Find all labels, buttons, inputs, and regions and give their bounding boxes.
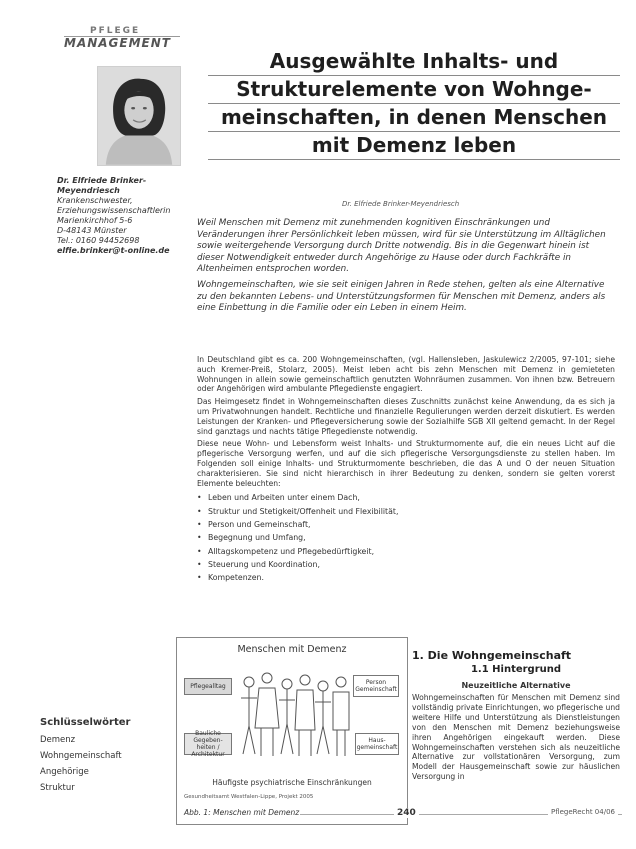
author-portrait-image <box>98 67 180 165</box>
title-line: Ausgewählte Inhalts- und <box>208 48 620 76</box>
bullet-item: • Kompetenzen. <box>197 571 615 584</box>
author-line: Krankenschwester, <box>57 196 133 205</box>
author-line: Erziehungswissenschaftlerin <box>57 206 171 215</box>
title-line: Strukturelemente von Wohnge- <box>208 76 620 104</box>
byline: Dr. Elfriede Brinker-Meyendriesch <box>342 200 460 208</box>
section-subsubheading: Neuzeitliche Alternative <box>461 681 571 690</box>
body-paragraph: Diese neue Wohn- und Lebensform weist Inhalts- und Strukturmomente auf, die ein neues Licht auf die pflegerische Versorgung werfen, und auf die sich pflegerische Versorgungsdienste zu stellen haben. Im Folgenden soll einige Inhalts- und Strukturmomente beschrieben, die das A und O der neuen Situation charakterisieren. Sie sind nicht hierarchisch in ihrer Bedeutung zu denken, sondern sie gelten vorerst Elemente beleuchten: <box>197 439 615 488</box>
figure-psych-label: Häufigste psychiatrische Einschränkungen <box>212 778 372 787</box>
intro-paragraph: Weil Menschen mit Demenz mit zunehmenden kognitiven Einschränkungen und Veränderungen ihrer Persönlichkeit leben müssen, wird für sie Unterstützung im Alltäglichen sowie weitergehende Versorgung durch Dritte notwendig. Bis in die Gegenwart hinein ist dieser Notwendigkeit entweder durch Angehörige zu Hause oder durch Fachkräfte in Altenheimen entsprochen worden. <box>197 218 606 275</box>
journal-logo <box>64 26 180 52</box>
author-email: elfie.brinker@t-online.de <box>57 246 170 255</box>
intro-text <box>197 218 615 319</box>
author-line: Tel.: 0160 94452698 <box>57 236 140 245</box>
body-text <box>197 355 615 584</box>
bullet-item: • Alltagskompetenz und Pflegebedürftigkeit, <box>197 545 615 558</box>
title-line: meinschaften, in denen Menschen <box>208 104 620 132</box>
page-number: 240 <box>394 808 419 818</box>
body-paragraph: Das Heimgesetz findet in Wohngemeinschaften dieses Zuschnitts zunächst keine Anwendung, da es sich ja um Privatwohnungen handelt. Rechtliche und finanzielle Regulierungen werden derzeit diskutiert. Es werden Leistungen der Kranken- und Pflegeversicherung sowie der Sozialhilfe SGB XII geltend gemacht. In der Regel sind ganztags und nachts tätige Pflegedienste notwendig. <box>197 397 615 436</box>
bullet-item: • Begegnung und Umfang, <box>197 531 615 544</box>
bullet-item: • Leben und Arbeiten unter einem Dach, <box>197 491 615 504</box>
author-line: D-48143 Münster <box>57 226 127 235</box>
keyword-item: Angehörige <box>40 767 89 777</box>
author-name: Dr. Elfriede Brinker-Meyendriesch <box>57 176 147 195</box>
bullet-item: • Steuerung und Koordination, <box>197 558 615 571</box>
figure-box-pflegealltag: Pflegealltag <box>184 678 232 695</box>
section-heading: 1. Die Wohngemeinschaft <box>412 649 572 662</box>
figure-title: Menschen mit Demenz <box>237 644 347 655</box>
article-title <box>208 48 620 160</box>
bullet-item: • Person und Gemeinschaft, <box>197 518 615 531</box>
keywords-heading: Schlüsselwörter <box>40 717 131 728</box>
intro-paragraph: Wohngemeinschaften, wie sie seit einigen Jahren in Rede stehen, gelten als eine Alternative zu den bekannten Lebens- und Unterstützungsformen für Menschen mit Demenz, anders als eine Einbettung in die Familie oder ein Leben in einem Heim. <box>197 279 606 314</box>
journal-issue: PflegeRecht 04/06 <box>548 808 618 816</box>
logo-bottom-text: MANAGEMENT <box>64 36 180 50</box>
figure-box-bauliche: Bauliche Gegeben-heiten / Architektur <box>184 733 232 755</box>
keyword-item: Demenz <box>40 735 76 745</box>
figure-box-hausgemeinschaft: Haus-gemeinschaft <box>355 733 399 755</box>
body-paragraph: In Deutschland gibt es ca. 200 Wohngemeinschaften, (vgl. Hallensleben, Jaskulewicz 2/2005, 97-101; siehe auch Kremer-Preiß, Stolarz, 2005). Meist leben acht bis zehn Menschen mit Demenz in gemieteten Wohnungen in allein sowie gemeinschaftlich genutzten Wohnräumen zusammen. Von ihnen bzw. Betreuern oder Angehörigen wird ambulante Pflegedienste engagiert. <box>197 355 615 394</box>
keywords-box <box>40 717 180 796</box>
author-line: Marienkirchhof 5-6 <box>57 216 133 225</box>
figure-credit: Gesundheitsamt Westfalen-Lippe, Projekt 2005 <box>184 794 314 800</box>
keyword-item: Struktur <box>40 783 75 793</box>
section-text: Wohngemeinschaften für Menschen mit Demenz sind vollständig private Einrichtungen, wo pflegerische und weitere Hilfe und Unterstützung als Dienstleistungen von den Menschen mit Demenz beziehungsweise ihren Angehörigen eingekauft werden. Diese Wohngemeinschaften verstehen sich als neuzeitliche Alternative zur vollstationären Versorgung, zum Modell der Hausgemeinschaft sowie zur häuslichen Versorgung in <box>412 693 620 782</box>
figure-caption: Abb. 1: Menschen mit Demenz <box>184 808 300 817</box>
logo-top-text: PFLEGE <box>90 26 141 36</box>
author-info <box>57 176 207 256</box>
bullet-item: • Struktur und Stetigkeit/Offenheit und Flexibilität, <box>197 505 615 518</box>
keyword-item: Wohngemeinschaft <box>40 751 122 761</box>
figure-box-person: Person Gemeinschaft <box>353 675 399 697</box>
title-line: mit Demenz leben <box>208 132 620 160</box>
section-subheading: 1.1 Hintergrund <box>470 664 562 675</box>
figure-menschen-mit-demenz <box>176 637 408 825</box>
author-photo <box>97 66 181 166</box>
people-illustration <box>235 666 353 762</box>
bullet-list <box>197 491 615 584</box>
